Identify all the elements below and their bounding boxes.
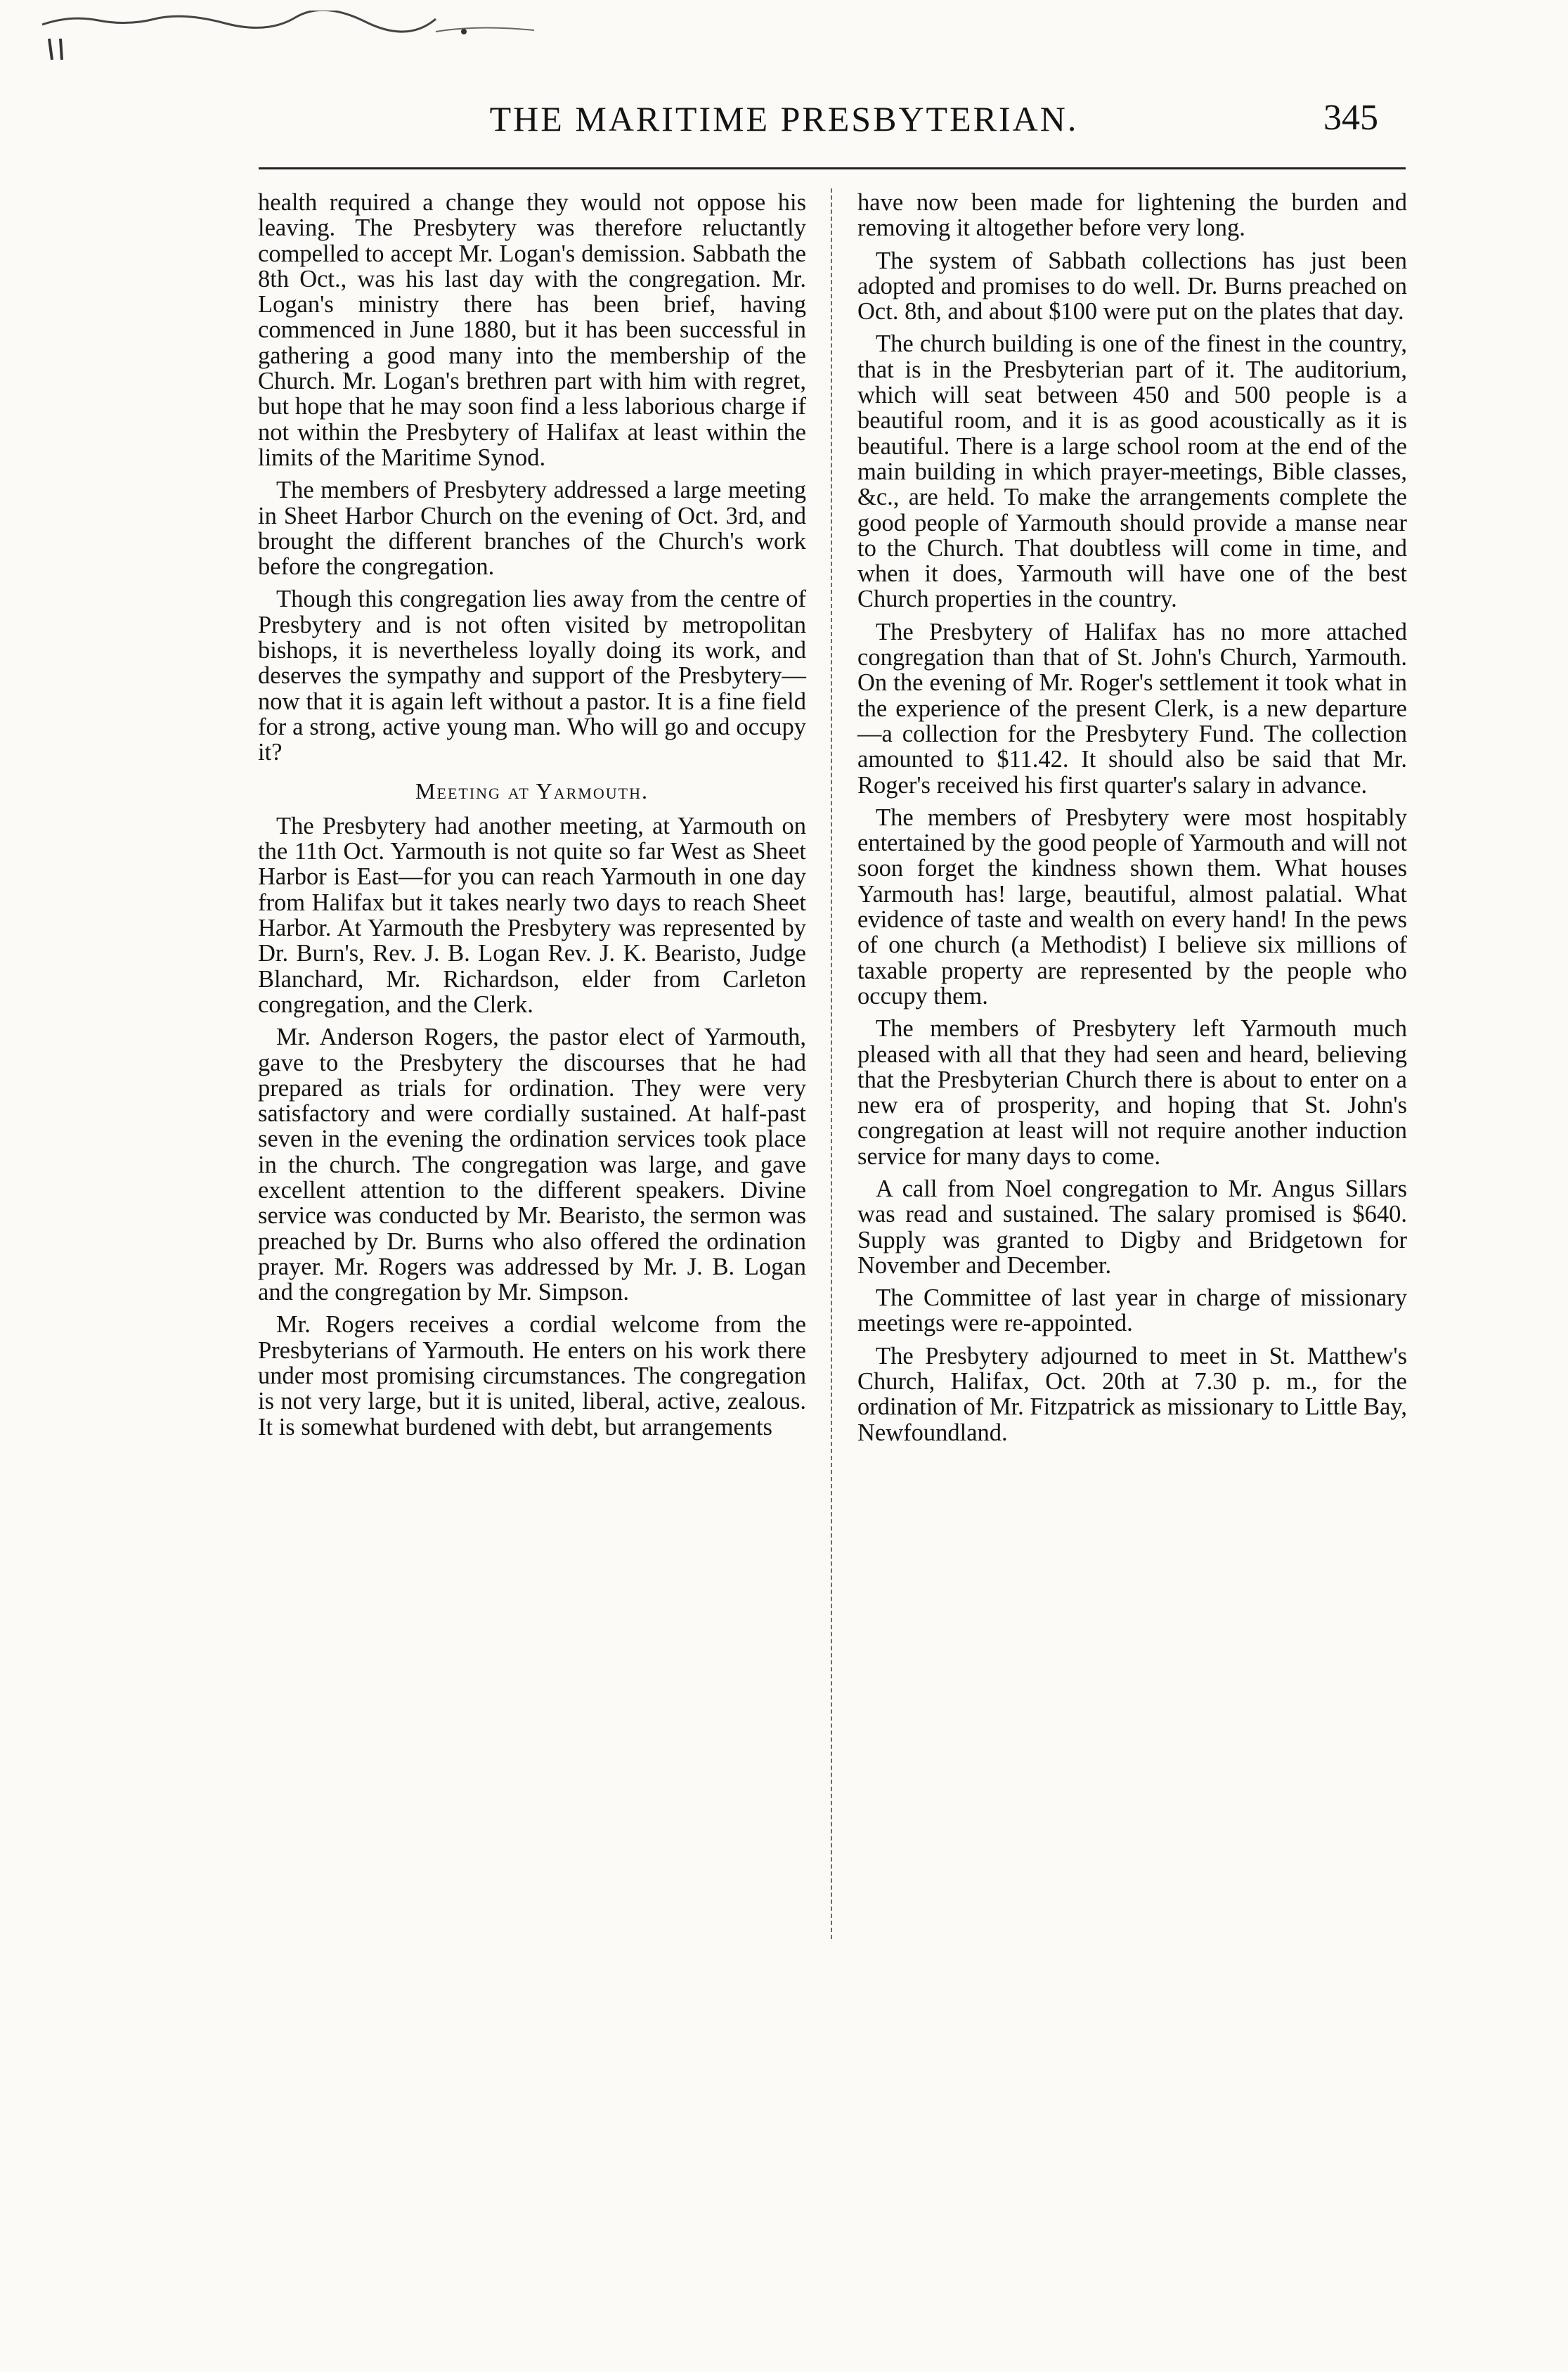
left-paragraph-5: Mr. Anderson Rogers, the pastor elect of Yarmouth, gave to the Presbytery the discourses that he had prepared as trials for ordination. They were very satisfactory and were cordially sustained. At half-past seven in the evening the ordination services took place in the church. The congregation was large, and gave excellent attention to the different speakers. Divine service was conducted by Mr. Bearisto, the sermon was preached by Dr. Burns who also offered the ordination prayer. Mr. Rogers was addressed by Mr. J. B. Logan and the congregation by Mr. Simpson. xyxy=(258,1024,806,1306)
page-number: 345 xyxy=(1323,98,1378,138)
right-paragraph-2: The system of Sabbath collections has just been adopted and promises to do well. Dr. Burns preached on Oct. 8th, and about $100 were put on the plates that day. xyxy=(857,247,1407,325)
running-header-title: THE MARITIME PRESBYTERIAN. xyxy=(489,99,1079,138)
left-paragraph-2: The members of Presbytery addressed a large meeting in Sheet Harbor Church on the evening of Oct. 3rd, and brought the different branches of the Church's work before the congregation. xyxy=(258,477,806,581)
right-paragraph-1: have now been made for lightening the burden and removing it altogether before very long. xyxy=(857,189,1407,242)
left-column xyxy=(258,190,806,1447)
right-paragraph-3: The church building is one of the finest in the country, that is in the Presbyterian part of it. The auditorium, which will seat between 450 and 500 people is a beautiful room, and it is as good acoustically as it is beautiful. There is a large school room at the end of the main building in which prayer-meetings, Bible classes, &c., are held. To make the arrangements complete the good people of Yarmouth should provide a manse near to the Church. That doubtless will come in time, and when it does, Yarmouth will have one of the best Church properties in the country. xyxy=(857,330,1407,613)
right-paragraph-4: The Presbytery of Halifax has no more attached congregation than that of St. John's Church, Yarmouth. On the evening of Mr. Roger's settlement it took what in the experience of the present Clerk, is a new departure—a collection for the Presbytery Fund. The collection amounted to $11.42. It should also be said that Mr. Roger's received his first quarter's salary in advance. xyxy=(857,618,1407,799)
right-paragraph-9: The Presbytery adjourned to meet in St. Matthew's Church, Halifax, Oct. 20th at 7.30 p. m., for the ordination of Mr. Fitzpatrick as missionary to Little Bay, Newfoundland. xyxy=(857,1342,1407,1446)
left-paragraph-3: Though this congregation lies away from the centre of Presbytery and is not often visited by metropolitan bishops, it is nevertheless loyally doing its work, and deserves the sympathy and support of the Presbytery—now that it is again left without a pastor. It is a fine field for a strong, active young man. Who will go and occupy it? xyxy=(258,586,806,766)
header-rule xyxy=(259,167,1406,169)
section-heading-meeting-at-yarmouth: Meeting at Yarmouth. xyxy=(415,778,649,804)
left-paragraph-1: health required a change they would not oppose his leaving. The Presbytery was therefore reluctantly compelled to accept Mr. Logan's demission. Sabbath the 8th Oct., was his last day with the congregation. Mr. Logan's ministry there has been brief, having commenced in June 1880, but it has been successful in gathering a good many into the membership of the Church. Mr. Logan's brethren part with him with regret, but hope that he may soon find a less laborious charge if not within the Presbytery of Halifax at least within the limits of the Maritime Synod. xyxy=(258,189,806,471)
right-paragraph-8: The Committee of last year in charge of missionary meetings were re-appointed. xyxy=(857,1284,1407,1337)
left-paragraph-4: The Presbytery had another meeting, at Yarmouth on the 11th Oct. Yarmouth is not quite so far West as Sheet Harbor is East—for you can reach Yarmouth in one day from Halifax but it takes nearly two days to reach Sheet Harbor. At Yarmouth the Presbytery was represented by Dr. Burn's, Rev. J. B. Logan Rev. J. K. Bearisto, Judge Blanchard, Mr. Richardson, elder from Carleton congregation, and the Clerk. xyxy=(258,812,806,1018)
scan-artifact-marks xyxy=(42,11,815,95)
right-column xyxy=(857,190,1407,1452)
column-divider xyxy=(831,188,832,1939)
right-paragraph-6: The members of Presbytery left Yarmouth much pleased with all that they had seen and heard, believing that the Presbyterian Church there is about to enter on a new era of prosperity, and hoping that St. John's congregation at least will not require another induction service for many days to come. xyxy=(857,1015,1407,1170)
right-paragraph-7: A call from Noel congregation to Mr. Angus Sillars was read and sustained. The salary promised is $640. Supply was granted to Digby and Bridgetown for November and December. xyxy=(857,1175,1407,1279)
left-paragraph-6: Mr. Rogers receives a cordial welcome from the Presbyterians of Yarmouth. He enters on his work there under most promising circumstances. The congregation is not very large, but it is united, liberal, active, zealous. It is somewhat burdened with debt, but arrangements xyxy=(258,1311,806,1440)
right-paragraph-5: The members of Presbytery were most hospitably entertained by the good people of Yarmouth and will not soon forget the kindness shown them. What houses Yarmouth has! large, beautiful, almost palatial. What evidence of taste and wealth on every hand! In the pews of one church (a Methodist) I believe six millions of taxable property are represented by the people who occupy them. xyxy=(857,804,1407,1010)
